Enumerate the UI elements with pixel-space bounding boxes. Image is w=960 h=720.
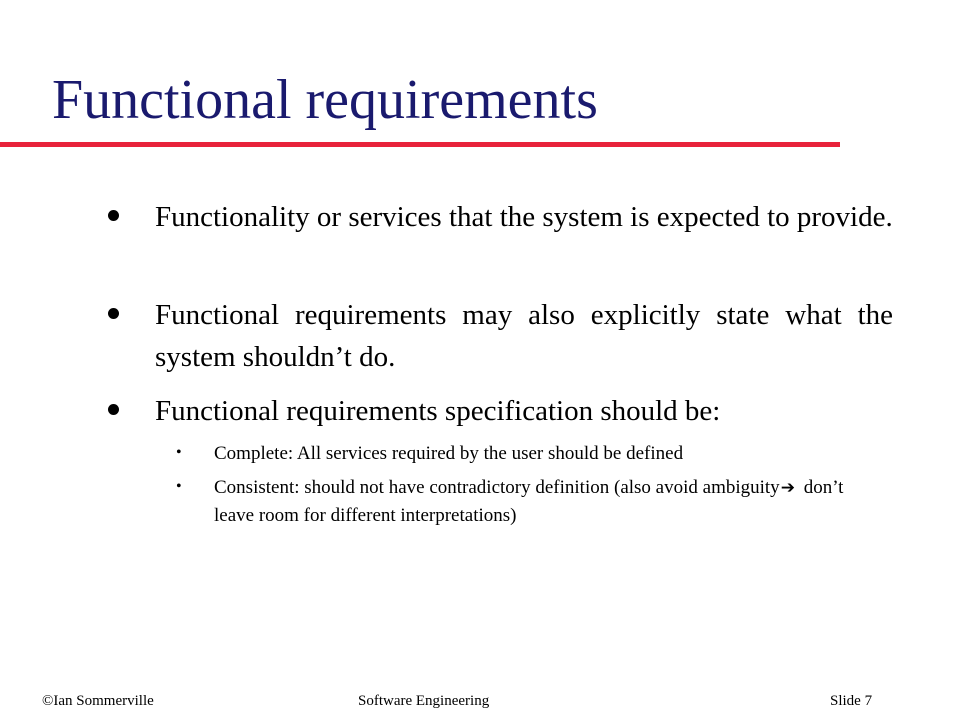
sub-bullet-text-part: Consistent: should not have contradictory definition (also avoid ambiguity	[214, 477, 780, 498]
bullet-text: Functional requirements may also explicitly state what the system shouldn’t do.	[155, 299, 893, 373]
right-arrow-icon: ➔	[780, 478, 795, 498]
sub-bullet-text-part: don’t leave room for different interpretations)	[214, 477, 844, 526]
sub-bullet-dot-icon: •	[176, 478, 182, 495]
bullet-text: Functionality or services that the system is expected to provide.	[155, 201, 893, 233]
bullet-dot-icon	[108, 210, 119, 221]
footer-slide-number: Slide 7	[830, 693, 873, 709]
sub-bullet-text	[214, 474, 854, 529]
sub-bullet-dot-icon: •	[176, 444, 182, 461]
slide-title: Functional requirements	[52, 69, 598, 131]
title-underline	[0, 142, 840, 147]
footer-author: ©Ian Sommerville	[42, 693, 154, 709]
bullet-dot-icon	[108, 308, 119, 319]
footer-course: Software Engineering	[358, 693, 490, 709]
sub-bullet-text: Complete: All services required by the user should be defined	[214, 443, 684, 464]
bullet-dot-icon	[108, 404, 119, 415]
bullet-text: Functional requirements specification should be:	[155, 395, 721, 427]
